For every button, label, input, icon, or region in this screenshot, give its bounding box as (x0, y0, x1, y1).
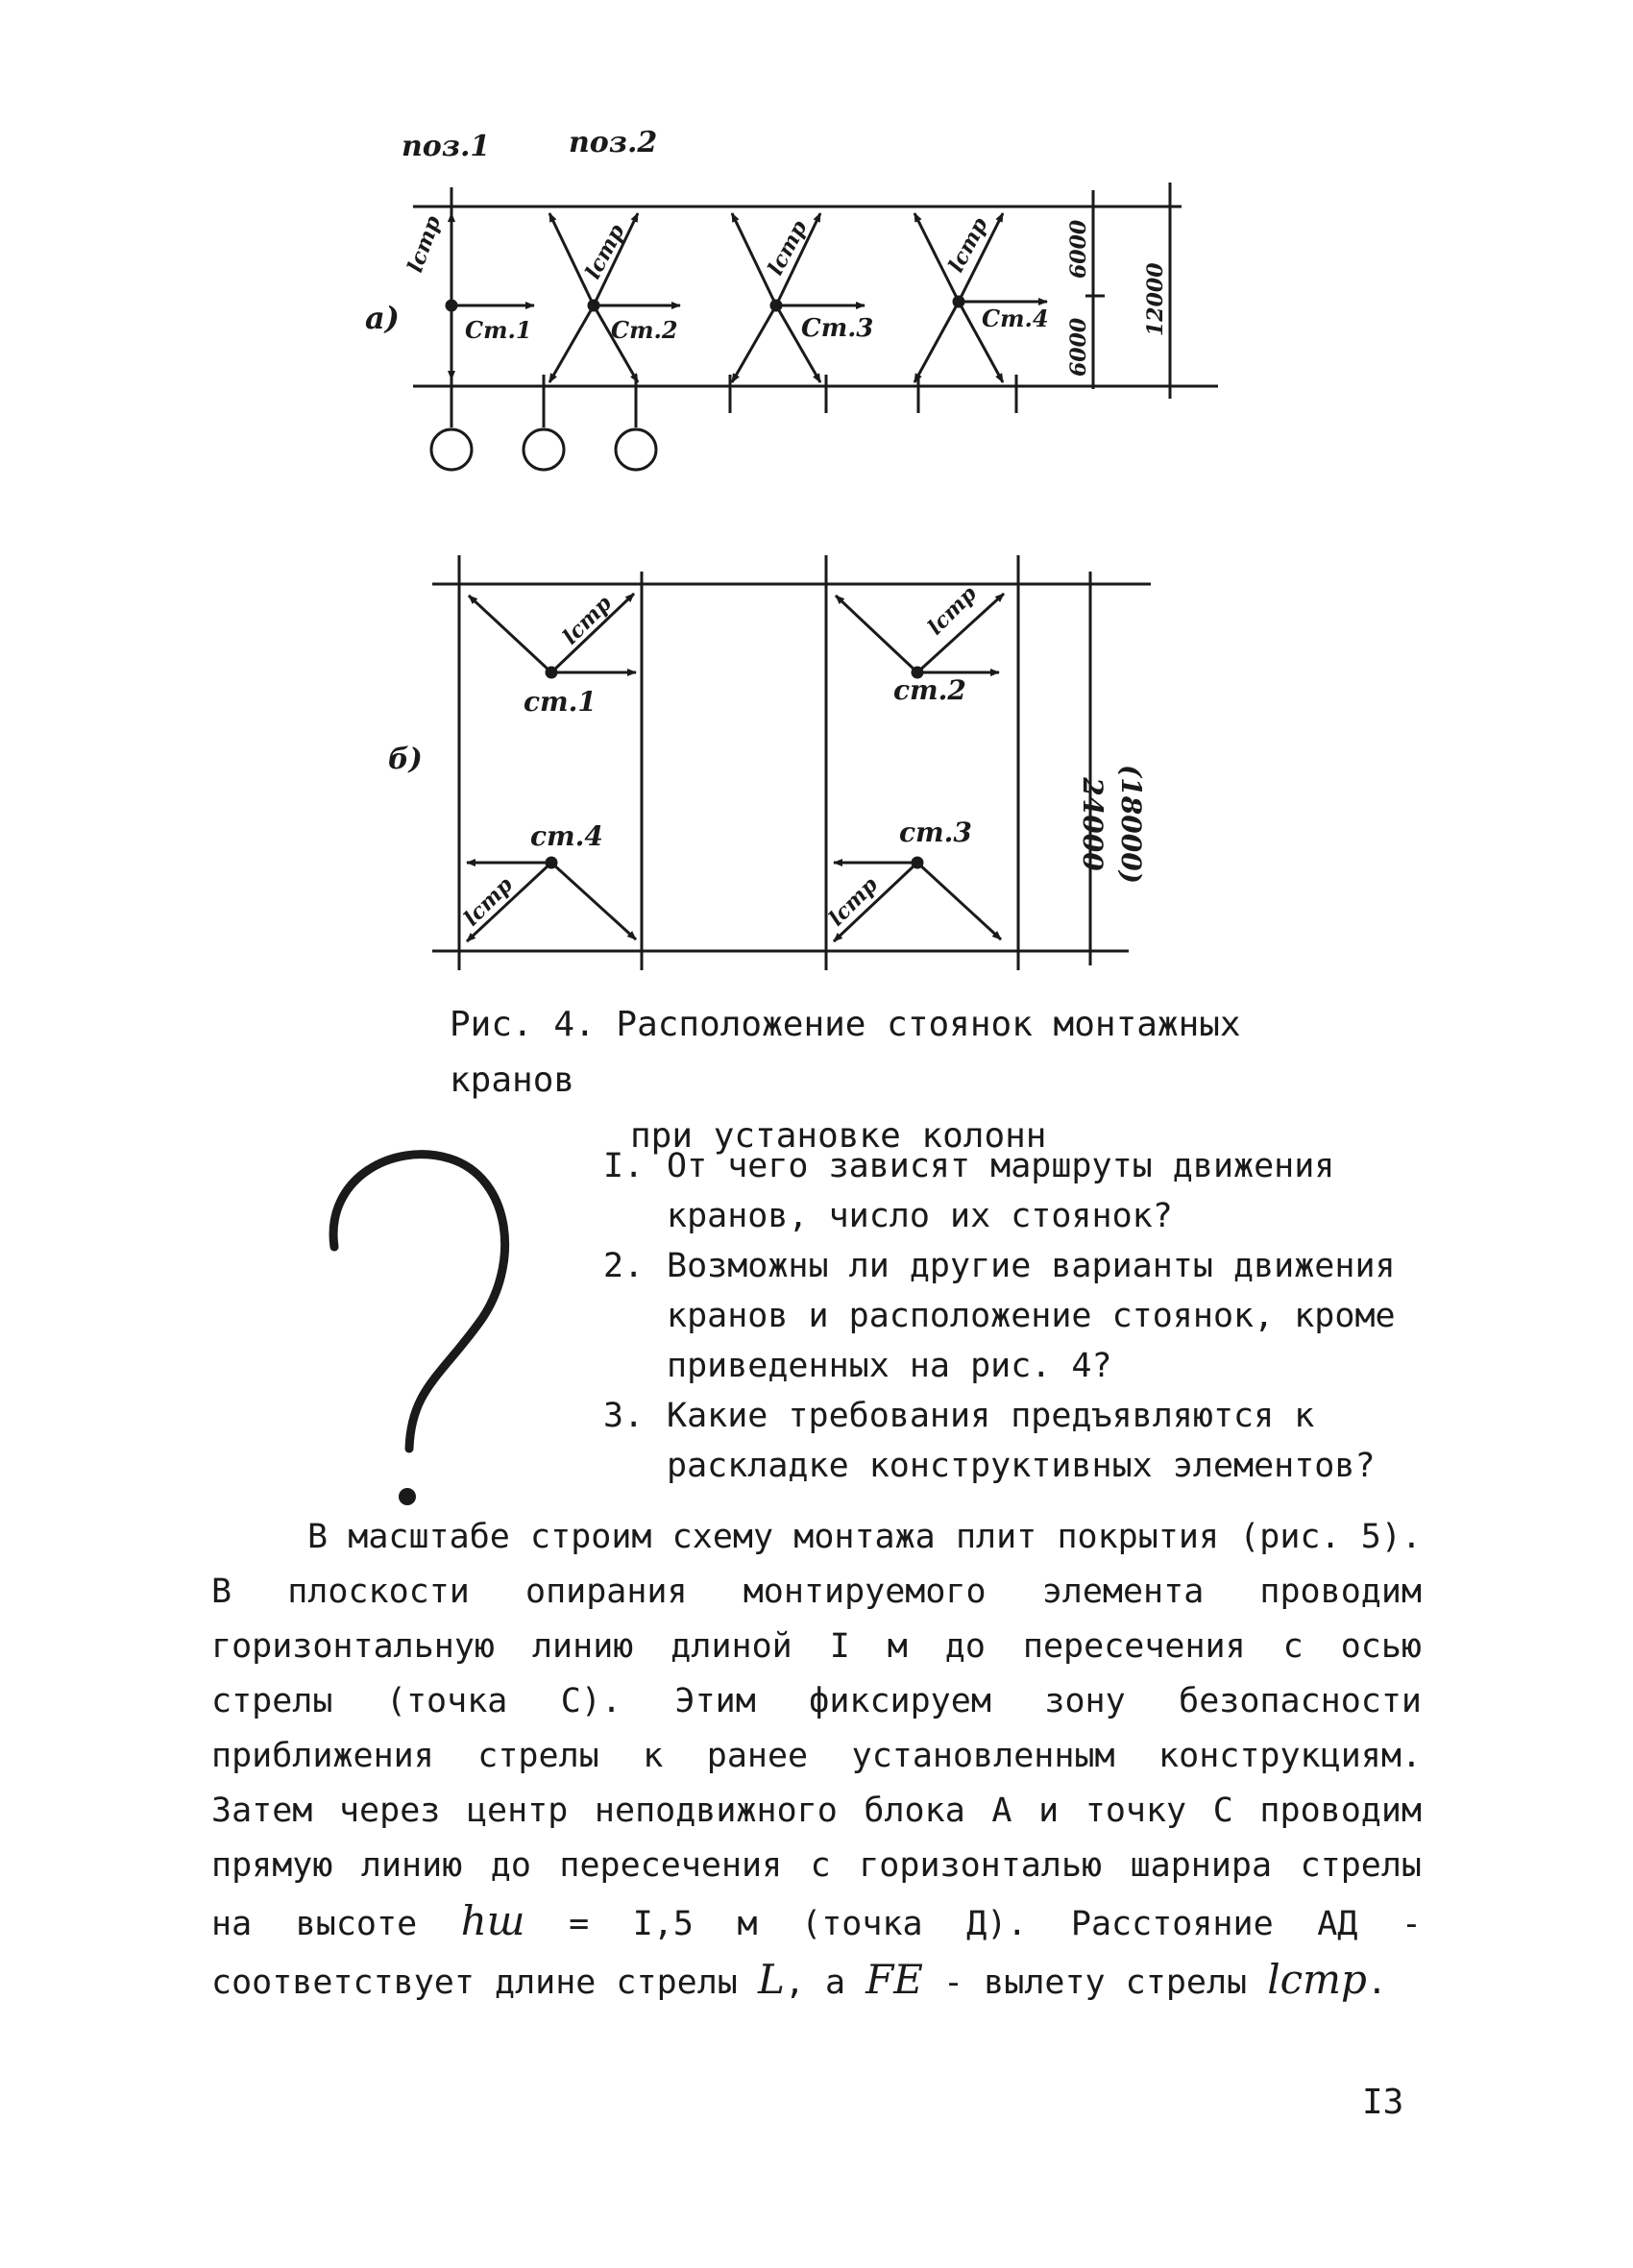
page-number: I3 (1362, 2083, 1404, 2122)
boom-label: lстр (458, 872, 518, 932)
caption-line-1: Рис. 4. Расположение стоянок монтажных кранов (450, 1005, 1241, 1100)
body-paragraph (211, 1510, 1422, 2011)
station-label: ст.3 (899, 817, 972, 848)
body-part-4: - вылету стрелы (943, 1963, 1248, 2002)
dimension-label: 24000 (1077, 777, 1109, 871)
question-mark-icon (305, 1132, 536, 1516)
body-part-2: = I,5 м (точка Д). Расстояние АД - соответствует длине стрелы (211, 1905, 1422, 2002)
figure-4-crane-layout (0, 0, 1633, 999)
formula-h-hinge: hш (460, 1897, 525, 1944)
boom-label: lстр (557, 591, 617, 650)
question-item (603, 1391, 1410, 1491)
station-2-b (836, 594, 1004, 677)
figure-caption (450, 997, 1372, 1164)
panel-b-label: б) (388, 743, 423, 776)
boom-label: lстр (823, 872, 883, 932)
dimension-label: 12000 (1143, 262, 1168, 336)
question-item (603, 1141, 1410, 1241)
dimension-label: 6000 (1066, 219, 1091, 279)
question-number: I. (603, 1147, 645, 1185)
boom-label: lстр (943, 213, 993, 277)
caption-line-2: при установке колонн (630, 1116, 1047, 1156)
pos-label-2: поз.2 (569, 126, 658, 159)
question-text: Возможны ли другие варианты движения кранов и расположение стоянок, кроме приведенных на рис. 4? (667, 1247, 1396, 1385)
station-label: ст.1 (524, 686, 597, 718)
boom-label: lстр (580, 220, 630, 283)
formula-fe: FE (865, 1956, 923, 2003)
panel-b-grid (432, 555, 1151, 970)
column-circle (431, 429, 472, 470)
column-circle (524, 429, 564, 470)
station-label: Ст.3 (801, 314, 874, 343)
question-number: 2. (603, 1247, 645, 1285)
review-questions (603, 1141, 1410, 1491)
question-number: 3. (603, 1397, 645, 1435)
formula-boom-reach: lстр (1267, 1956, 1367, 2003)
dimension-label: 6000 (1066, 317, 1091, 377)
column-circle (616, 429, 656, 470)
station-label: ст.4 (530, 820, 603, 852)
question-text: Какие требования предъявляются к раскладке конструктивных элементов? (667, 1397, 1376, 1485)
boom-label: lстр (402, 212, 447, 277)
dimension-label: (18000) (1115, 765, 1147, 884)
formula-boom-length: L (757, 1956, 785, 2003)
station-label: Ст.4 (982, 305, 1049, 332)
station-1-a (447, 213, 534, 379)
boom-label: lстр (922, 581, 982, 641)
panel-a-label: а) (365, 300, 400, 336)
question-item (603, 1241, 1410, 1391)
station-label: Ст.2 (611, 316, 678, 344)
column-markers (431, 429, 656, 470)
pos-label-1: поз.1 (402, 130, 491, 163)
station-label: Ст.1 (465, 316, 532, 344)
question-text: От чего зависят маршруты движения кранов, число их стоянок? (667, 1147, 1335, 1235)
station-label: ст.2 (893, 674, 966, 706)
boom-label: lстр (763, 216, 813, 280)
body-part-3: , а (784, 1963, 846, 2002)
body-part-1: В масштабе строим схему монтажа плит покрытия (рис. 5). В плоскости опирания монтируемого элемента проводим горизонтальную линию длиной I м до пересечения с осью стрелы (точка С). Этим фиксируем зону безопасности приближения стрелы к ранее установленным конструкциям. Затем через центр неподвижного блока А и точку С проводим прямую линию до пересечения с горизонталью шарнира стрелы на высоте (211, 1518, 1422, 1943)
body-part-5: . (1366, 1963, 1387, 2002)
